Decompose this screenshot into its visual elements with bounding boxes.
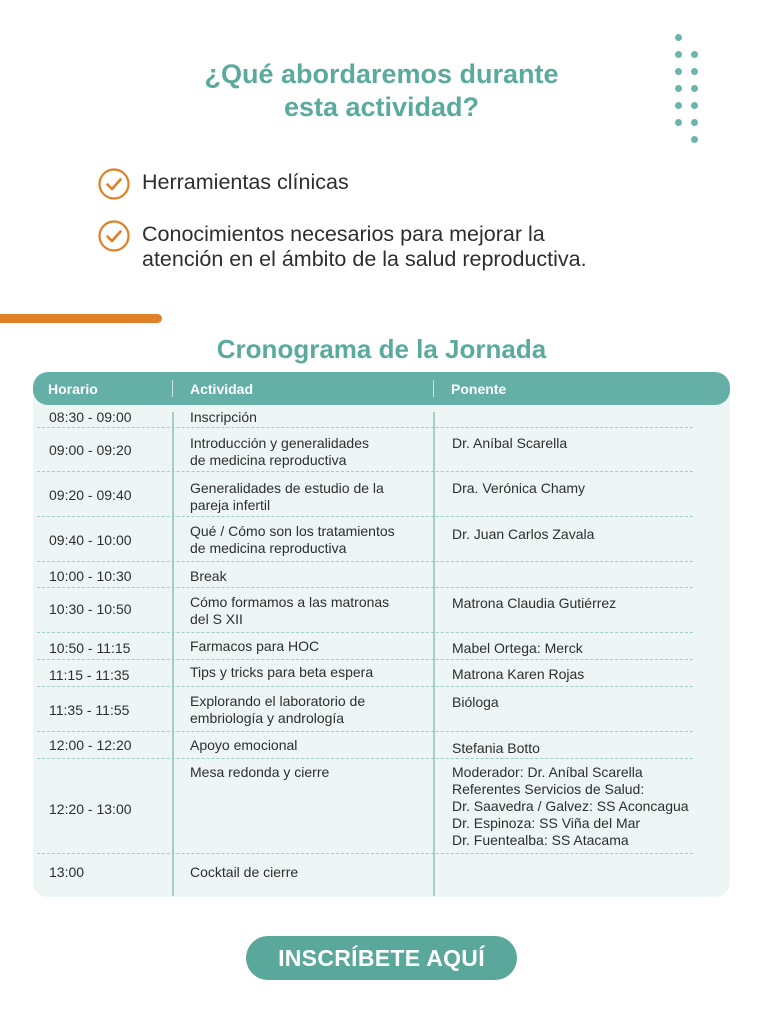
table-row: [33, 588, 730, 633]
row-activity: Cómo formamos a las matronas del S XII: [190, 594, 390, 627]
row-speaker: Dra. Verónica Chamy: [452, 480, 586, 496]
header-time: Horario: [48, 381, 98, 397]
row-time: 11:35 - 11:55: [49, 702, 130, 718]
heading-line-1: ¿Qué abordaremos durante: [204, 59, 559, 89]
row-activity: Inscripción: [190, 409, 257, 425]
table-row: [33, 517, 730, 562]
row-time: 11:15 - 11:35: [49, 667, 130, 683]
row-speaker: Dr. Juan Carlos Zavala: [452, 526, 595, 542]
row-speaker: Matrona Claudia Gutiérrez: [452, 595, 617, 611]
row-time: 10:00 - 10:30: [49, 568, 132, 584]
schedule-title: Cronograma de la Jornada: [216, 334, 547, 364]
table-header: [33, 372, 730, 405]
header-speaker: Ponente: [451, 381, 507, 397]
row-time: 12:20 - 13:00: [49, 801, 132, 817]
table-row: [33, 472, 730, 517]
row-time: 10:30 - 10:50: [49, 601, 132, 617]
row-activity: Generalidades de estudio de la pareja infertil: [190, 480, 384, 513]
row-time: 09:00 - 09:20: [49, 442, 132, 458]
row-time: 10:50 - 11:15: [49, 640, 131, 656]
table-row: [33, 428, 730, 472]
table-row: [33, 405, 730, 428]
table-row: [33, 732, 730, 759]
heading-line-2: esta actividad?: [283, 92, 480, 122]
section-heading: [0, 58, 763, 124]
orange-divider: [0, 314, 162, 323]
row-activity: Introducción y generalidades de medicina reproductiva: [190, 435, 370, 468]
check-circle-icon: [98, 168, 130, 200]
row-activity: Explorando el laboratorio de embriología y andrología: [190, 693, 366, 726]
table-row: [33, 759, 730, 854]
topic-text: Conocimientos necesarios para mejorar la atención en el ámbito de la salud reproductiva.: [142, 222, 587, 271]
table-row: [33, 660, 730, 687]
row-activity: Tips y tricks para beta espera: [190, 664, 374, 680]
row-time: 09:40 - 10:00: [49, 532, 132, 548]
row-activity: Mesa redonda y cierre: [190, 764, 330, 780]
table-row: [33, 562, 730, 588]
row-speaker: Mabel Ortega: Merck: [452, 640, 583, 656]
table-row: [33, 687, 730, 732]
schedule-table: [33, 372, 730, 897]
row-time: 08:30 - 09:00: [49, 409, 132, 425]
header-activity: Actividad: [190, 381, 254, 397]
table-row: [33, 633, 730, 660]
table-row: [33, 854, 730, 896]
topic-text: Herramientas clínicas: [142, 170, 349, 194]
register-button[interactable]: INSCRÍBETE AQUÍ: [246, 936, 517, 980]
row-activity: Break: [190, 568, 227, 584]
decorative-dots: [672, 34, 702, 144]
row-speaker: Moderador: Dr. Aníbal Scarella Referentes Servicios de Salud: Dr. Saavedra / Galvez: SS Aconcagua Dr. Espinoza: SS Viña del Mar Dr. Fuentealba: SS Atacama: [452, 764, 689, 848]
row-speaker: Bióloga: [452, 694, 499, 710]
row-activity: Cocktail de cierre: [190, 864, 299, 880]
row-time: 09:20 - 09:40: [49, 487, 132, 503]
row-activity: Apoyo emocional: [190, 737, 298, 753]
row-activity: Farmacos para HOC: [190, 638, 320, 654]
row-speaker: Stefania Botto: [452, 740, 540, 756]
row-time: 13:00: [49, 864, 85, 880]
row-speaker: Dr. Aníbal Scarella: [452, 435, 568, 451]
row-time: 12:00 - 12:20: [49, 737, 132, 753]
row-speaker: Matrona Karen Rojas: [452, 666, 585, 682]
check-circle-icon: [98, 220, 130, 252]
row-activity: Qué / Cómo son los tratamientos de medicina reproductiva: [190, 523, 395, 556]
